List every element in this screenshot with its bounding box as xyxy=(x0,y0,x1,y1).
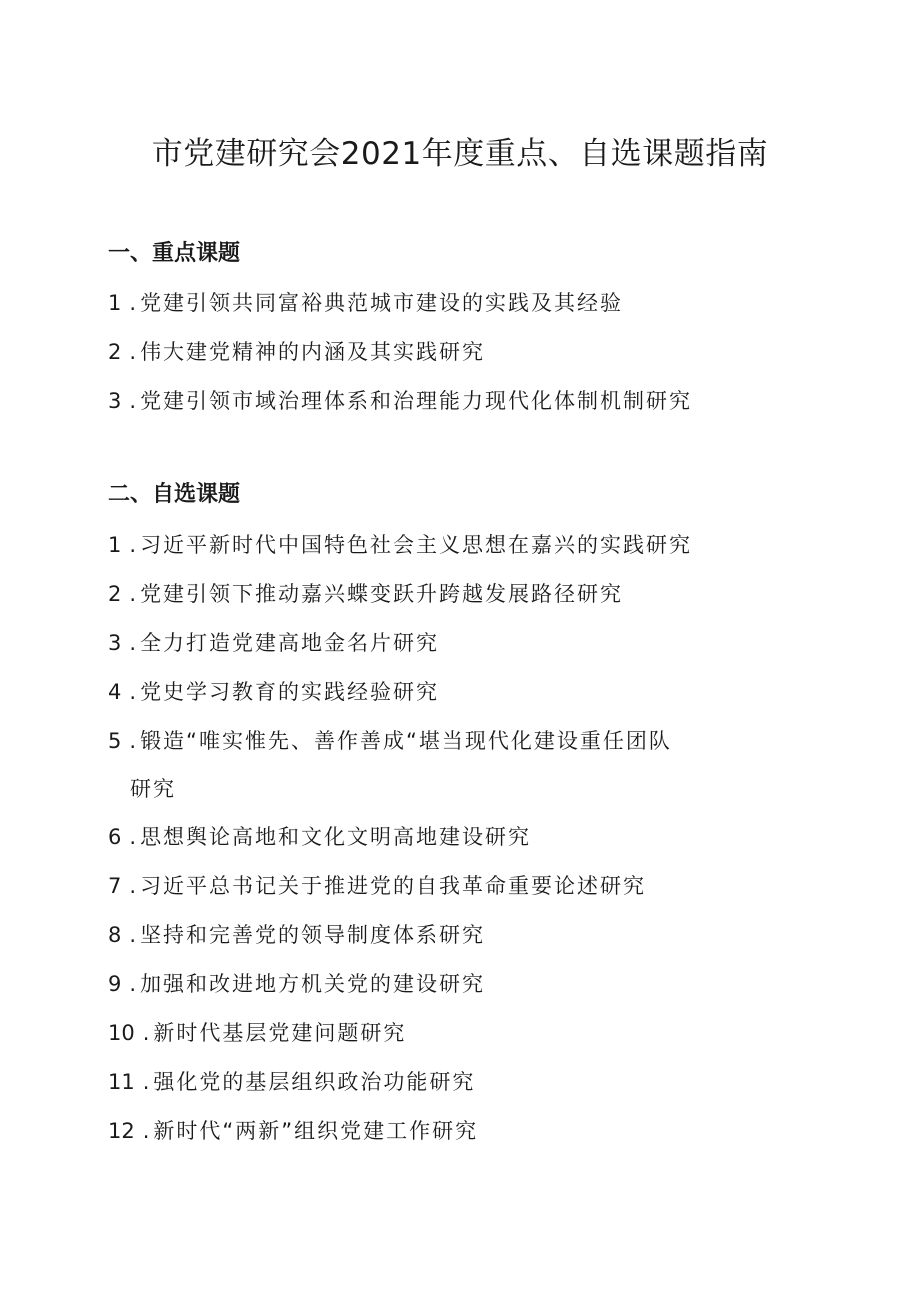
item-text: 党建引领市域治理体系和治理能力现代化体制机制研究 xyxy=(140,389,693,413)
page-title: 市党建研究会2021年度重点、自选课题指南 xyxy=(151,136,769,172)
list-item: 11 . 强化党的基层组织政治功能研究 xyxy=(108,1066,828,1098)
list-item: 9 . 加强和改进地方机关党的建设研究 xyxy=(108,968,828,1000)
item-number: 2 xyxy=(108,582,122,606)
item-text: 习近平总书记关于推进党的自我革命重要论述研究 xyxy=(140,874,647,898)
list-item: 5 . 锻造“唯实惟先、善作善成“堪当现代化建设重任团队 研究 xyxy=(108,725,828,805)
item-text: 伟大建党精神的内涵及其实践研究 xyxy=(140,340,486,364)
item-number: 5 xyxy=(108,729,122,753)
list-item: 1 . 党建引领共同富裕典范城市建设的实践及其经验 xyxy=(108,287,828,319)
list-item: 12 . 新时代“两新”组织党建工作研究 xyxy=(108,1115,828,1147)
item-number: 12 xyxy=(108,1119,135,1143)
list-item: 3 . 全力打造党建高地金名片研究 xyxy=(108,627,828,659)
item-text: 党建引领共同富裕典范城市建设的实践及其经验 xyxy=(140,291,624,315)
item-number: 6 xyxy=(108,825,122,849)
item-text: 加强和改进地方机关党的建设研究 xyxy=(140,972,486,996)
item-text: 党史学习教育的实践经验研究 xyxy=(140,680,440,704)
item-text: 新时代基层党建问题研究 xyxy=(153,1021,407,1045)
item-text: 新时代“两新”组织党建工作研究 xyxy=(153,1119,479,1143)
item-number: 8 xyxy=(108,923,122,947)
item-number: 4 xyxy=(108,680,122,704)
list-item: 2 . 伟大建党精神的内涵及其实践研究 xyxy=(108,336,828,368)
item-number: 3 xyxy=(108,389,122,413)
item-number: 7 xyxy=(108,874,122,898)
item-text: 强化党的基层组织政治功能研究 xyxy=(153,1070,476,1094)
list-item: 1 . 习近平新时代中国特色社会主义思想在嘉兴的实践研究 xyxy=(108,529,828,561)
item-text: 全力打造党建高地金名片研究 xyxy=(140,631,440,655)
item-number: 10 xyxy=(108,1021,135,1045)
list-item: 7 . 习近平总书记关于推进党的自我革命重要论述研究 xyxy=(108,870,828,902)
item-text: 思想舆论高地和文化文明高地建设研究 xyxy=(140,825,532,849)
item-number: 9 xyxy=(108,972,122,996)
item-text: 锻造“唯实惟先、善作善成“堪当现代化建设重任团队 xyxy=(140,729,672,753)
item-text-continuation: 研究 xyxy=(130,777,176,801)
item-number: 3 xyxy=(108,631,122,655)
item-number: 11 xyxy=(108,1070,135,1094)
list-item: 10 . 新时代基层党建问题研究 xyxy=(108,1017,828,1049)
list-item: 3 . 党建引领市域治理体系和治理能力现代化体制机制研究 xyxy=(108,385,828,417)
item-number: 1 xyxy=(108,533,122,557)
item-number: 2 xyxy=(108,340,122,364)
section-heading-key-topics: 一、重点课题 xyxy=(108,241,241,266)
item-text: 坚持和完善党的领导制度体系研究 xyxy=(140,923,486,947)
list-item: 8 . 坚持和完善党的领导制度体系研究 xyxy=(108,919,828,951)
list-item: 6 . 思想舆论高地和文化文明高地建设研究 xyxy=(108,821,828,853)
item-text: 习近平新时代中国特色社会主义思想在嘉兴的实践研究 xyxy=(140,533,693,557)
section-heading-elective-topics: 二、自选课题 xyxy=(108,482,241,507)
item-number: 1 xyxy=(108,291,122,315)
item-text: 党建引领下推动嘉兴蝶变跃升跨越发展路径研究 xyxy=(140,582,624,606)
list-item: 2 . 党建引领下推动嘉兴蝶变跃升跨越发展路径研究 xyxy=(108,578,828,610)
list-item: 4 . 党史学习教育的实践经验研究 xyxy=(108,676,828,708)
